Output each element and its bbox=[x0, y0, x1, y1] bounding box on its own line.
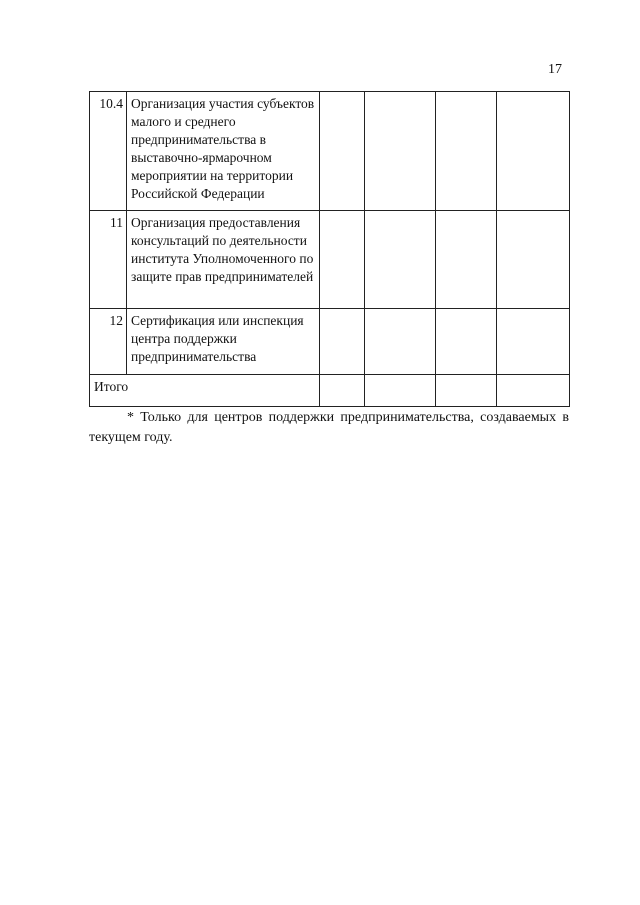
table-row bbox=[90, 211, 570, 309]
empty-cell bbox=[320, 211, 365, 309]
empty-cell bbox=[436, 211, 497, 309]
total-label: Итого bbox=[90, 375, 320, 407]
row-number: 12 bbox=[90, 309, 127, 375]
empty-cell bbox=[436, 309, 497, 375]
empty-cell bbox=[436, 92, 497, 211]
empty-cell bbox=[320, 92, 365, 211]
empty-cell bbox=[497, 309, 570, 375]
row-description: Сертификация или инспекция центра поддержки предпринимательства bbox=[127, 309, 320, 375]
page-number: 17 bbox=[548, 62, 562, 77]
empty-cell bbox=[320, 309, 365, 375]
empty-cell bbox=[365, 92, 436, 211]
empty-cell bbox=[497, 92, 570, 211]
total-row bbox=[90, 375, 570, 407]
empty-cell bbox=[436, 375, 497, 407]
empty-cell bbox=[365, 375, 436, 407]
table-row bbox=[90, 309, 570, 375]
empty-cell bbox=[497, 375, 570, 407]
row-number: 11 bbox=[90, 211, 127, 309]
footnote bbox=[89, 408, 569, 448]
row-description: Организация предоставления консультаций по деятельности института Уполномоченного по защите прав предпринимателей bbox=[127, 211, 320, 309]
table-row bbox=[90, 92, 570, 211]
row-description: Организация участия субъектов малого и среднего предпринимательства в выставочно-ярмарочном мероприятии на территории Российской Федерации bbox=[127, 92, 320, 211]
empty-cell bbox=[497, 211, 570, 309]
empty-cell bbox=[365, 309, 436, 375]
empty-cell bbox=[365, 211, 436, 309]
footnote-text: * Только для центров поддержки предпринимательства, создаваемых в текущем году. bbox=[89, 410, 569, 445]
empty-cell bbox=[320, 375, 365, 407]
row-number: 10.4 bbox=[90, 92, 127, 211]
report-table bbox=[89, 91, 570, 407]
